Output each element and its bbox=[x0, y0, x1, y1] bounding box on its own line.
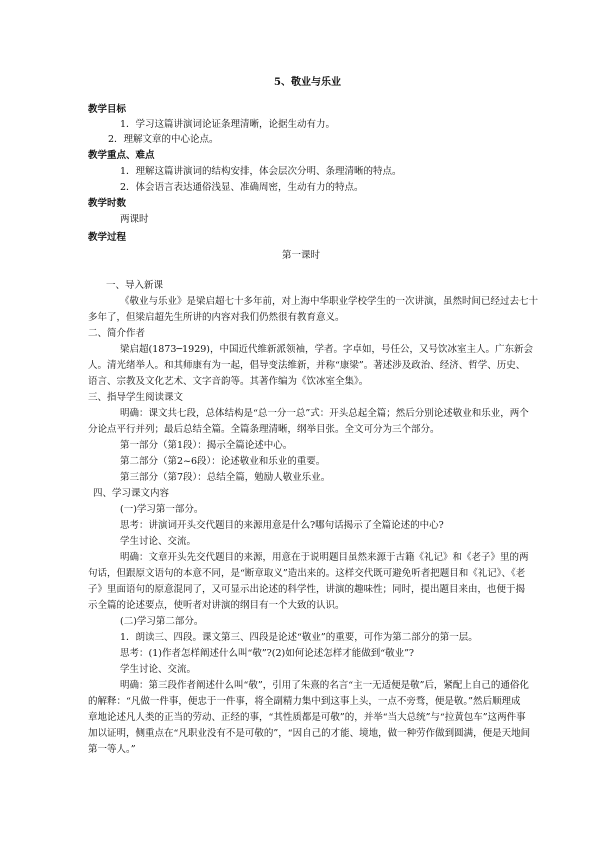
paragraph-line: 学生讨论、交流。 bbox=[120, 536, 197, 547]
paragraph-line: 第一等人。” bbox=[88, 744, 136, 755]
paragraph-line: 的解释：“凡做一件事，便忠于一件事，将全副精力集中到这事上头，一点不旁骛，便是敬。”然后顺理成 bbox=[88, 696, 521, 707]
section-heading: 一、导入新课 bbox=[106, 280, 164, 291]
paragraph-line: 子》里面语句的原意混同了，又可显示出论述的科学性，讲演的趣味性；同时，提出题目来由，也便于揭 bbox=[88, 584, 526, 595]
paragraph-line: 示全篇的论述要点，使听者对讲演的纲目有一个大致的认识。 bbox=[88, 600, 345, 611]
paragraph-line: 句话，但跟原文语句的本意不同，是“断章取义”造出来的。这样交代既可避免听者把题目和《礼记》、《老 bbox=[88, 568, 526, 579]
goal-item: 2．理解文章的中心论点。 bbox=[108, 134, 219, 145]
key-point-item: 1．理解这篇讲演词的结构安排，体会层次分明、条理清晰的特点。 bbox=[120, 166, 402, 177]
paragraph-line: 多年了，但梁启超先生所讲的内容对我们仍然很有教育意义。 bbox=[88, 312, 345, 323]
lesson-heading: 第一课时 bbox=[282, 250, 321, 261]
paragraph-line: 人。清光绪举人。和其师康有为一起，倡导变法维新，并称“康梁”。著述涉及政治、经济、哲学、历史、 bbox=[88, 360, 526, 371]
section-heading: 四、学习课文内容 bbox=[93, 488, 170, 499]
paragraph-line: 第一部分（第1段）：揭示全篇论述中心。 bbox=[120, 440, 293, 451]
page-title: 5、敬业与乐业 bbox=[274, 77, 341, 88]
paragraph-line: 第三部分（第7段）：总结全篇，勉励人敬业乐业。 bbox=[120, 472, 331, 483]
hours-value: 两课时 bbox=[120, 214, 149, 225]
paragraph-line: 加以证明，侧重点在“凡职业没有不是可敬的”，“因自己的才能、境地，做一种劳作做到圆满，便是天地间 bbox=[88, 728, 531, 739]
key-point-item: 2．体会语言表达通俗浅显、准确周密，生动有力的特点。 bbox=[120, 182, 364, 193]
paragraph-line: 《敬业与乐业》是梁启超七十多年前，对上海中华职业学校学生的一次讲演，虽然时间已经过去七十 bbox=[120, 296, 539, 307]
paragraph-line: 章地论述凡人类的正当的劳动、正经的事，“其性质都是可敬”的，并举“当大总统”与“拉黄包车”这两件事 bbox=[88, 712, 526, 723]
paragraph-line: 第二部分（第2~6段）：论述敬业和乐业的重要。 bbox=[120, 456, 326, 467]
hours-heading: 教学时数 bbox=[88, 198, 127, 209]
paragraph-line: 明确：文章开头先交代题目的来源，用意在于说明题目虽然来源于古籍《礼记》和《老子》里的两 bbox=[120, 552, 529, 563]
paragraph-line: 1．朗读三、四段。课文第三、四段是论述“敬业”的重要，可作为第二部分的第一层。 bbox=[120, 632, 478, 643]
paragraph-line: 语言、宗教及文化艺术、文字音韵等。其著作编为《饮冰室全集》。 bbox=[88, 376, 369, 387]
process-heading: 教学过程 bbox=[88, 232, 127, 243]
paragraph-line: 分论点平行并列；最后总结全篇。全篇条理清晰，纲举目张。全文可分为三个部分。 bbox=[88, 424, 440, 435]
subsection-heading: (二)学习第二部分。 bbox=[120, 616, 204, 627]
question-line: 思考：讲演词开头交代题目的来源用意是什么?哪句话揭示了全篇论述的中心? bbox=[120, 520, 444, 531]
paragraph-line: 明确：第三段作者阐述什么叫“敬”，引用了朱熹的名言“主一无适便是敬”后，紧配上自己的通俗化 bbox=[120, 680, 529, 691]
paragraph-line: 明确：课文共七段，总体结构是“总一分一总”式：开头总起全篇；然后分别论述敬业和乐业，两个 bbox=[120, 408, 529, 419]
question-line: 思考：(1)作者怎样阐述什么叫“敬”?(2)如何论述怎样才能做到“敬业”? bbox=[120, 648, 415, 659]
paragraph-line: 梁启超(1873─1929)，中国近代维新派领袖，学者。字卓如，号任公，又号饮冰室主人。广东新会 bbox=[120, 344, 533, 355]
goals-heading: 教学目标 bbox=[88, 104, 127, 115]
section-heading: 三、指导学生阅读课文 bbox=[88, 392, 184, 403]
key-points-heading: 教学重点、难点 bbox=[88, 150, 155, 161]
paragraph-line: 学生讨论、交流。 bbox=[120, 664, 197, 675]
subsection-heading: (一)学习第一部分。 bbox=[120, 504, 204, 515]
goal-item: 1．学习这篇讲演词论证条理清晰，论据生动有力。 bbox=[120, 119, 336, 130]
section-heading: 二、简介作者 bbox=[88, 328, 146, 339]
